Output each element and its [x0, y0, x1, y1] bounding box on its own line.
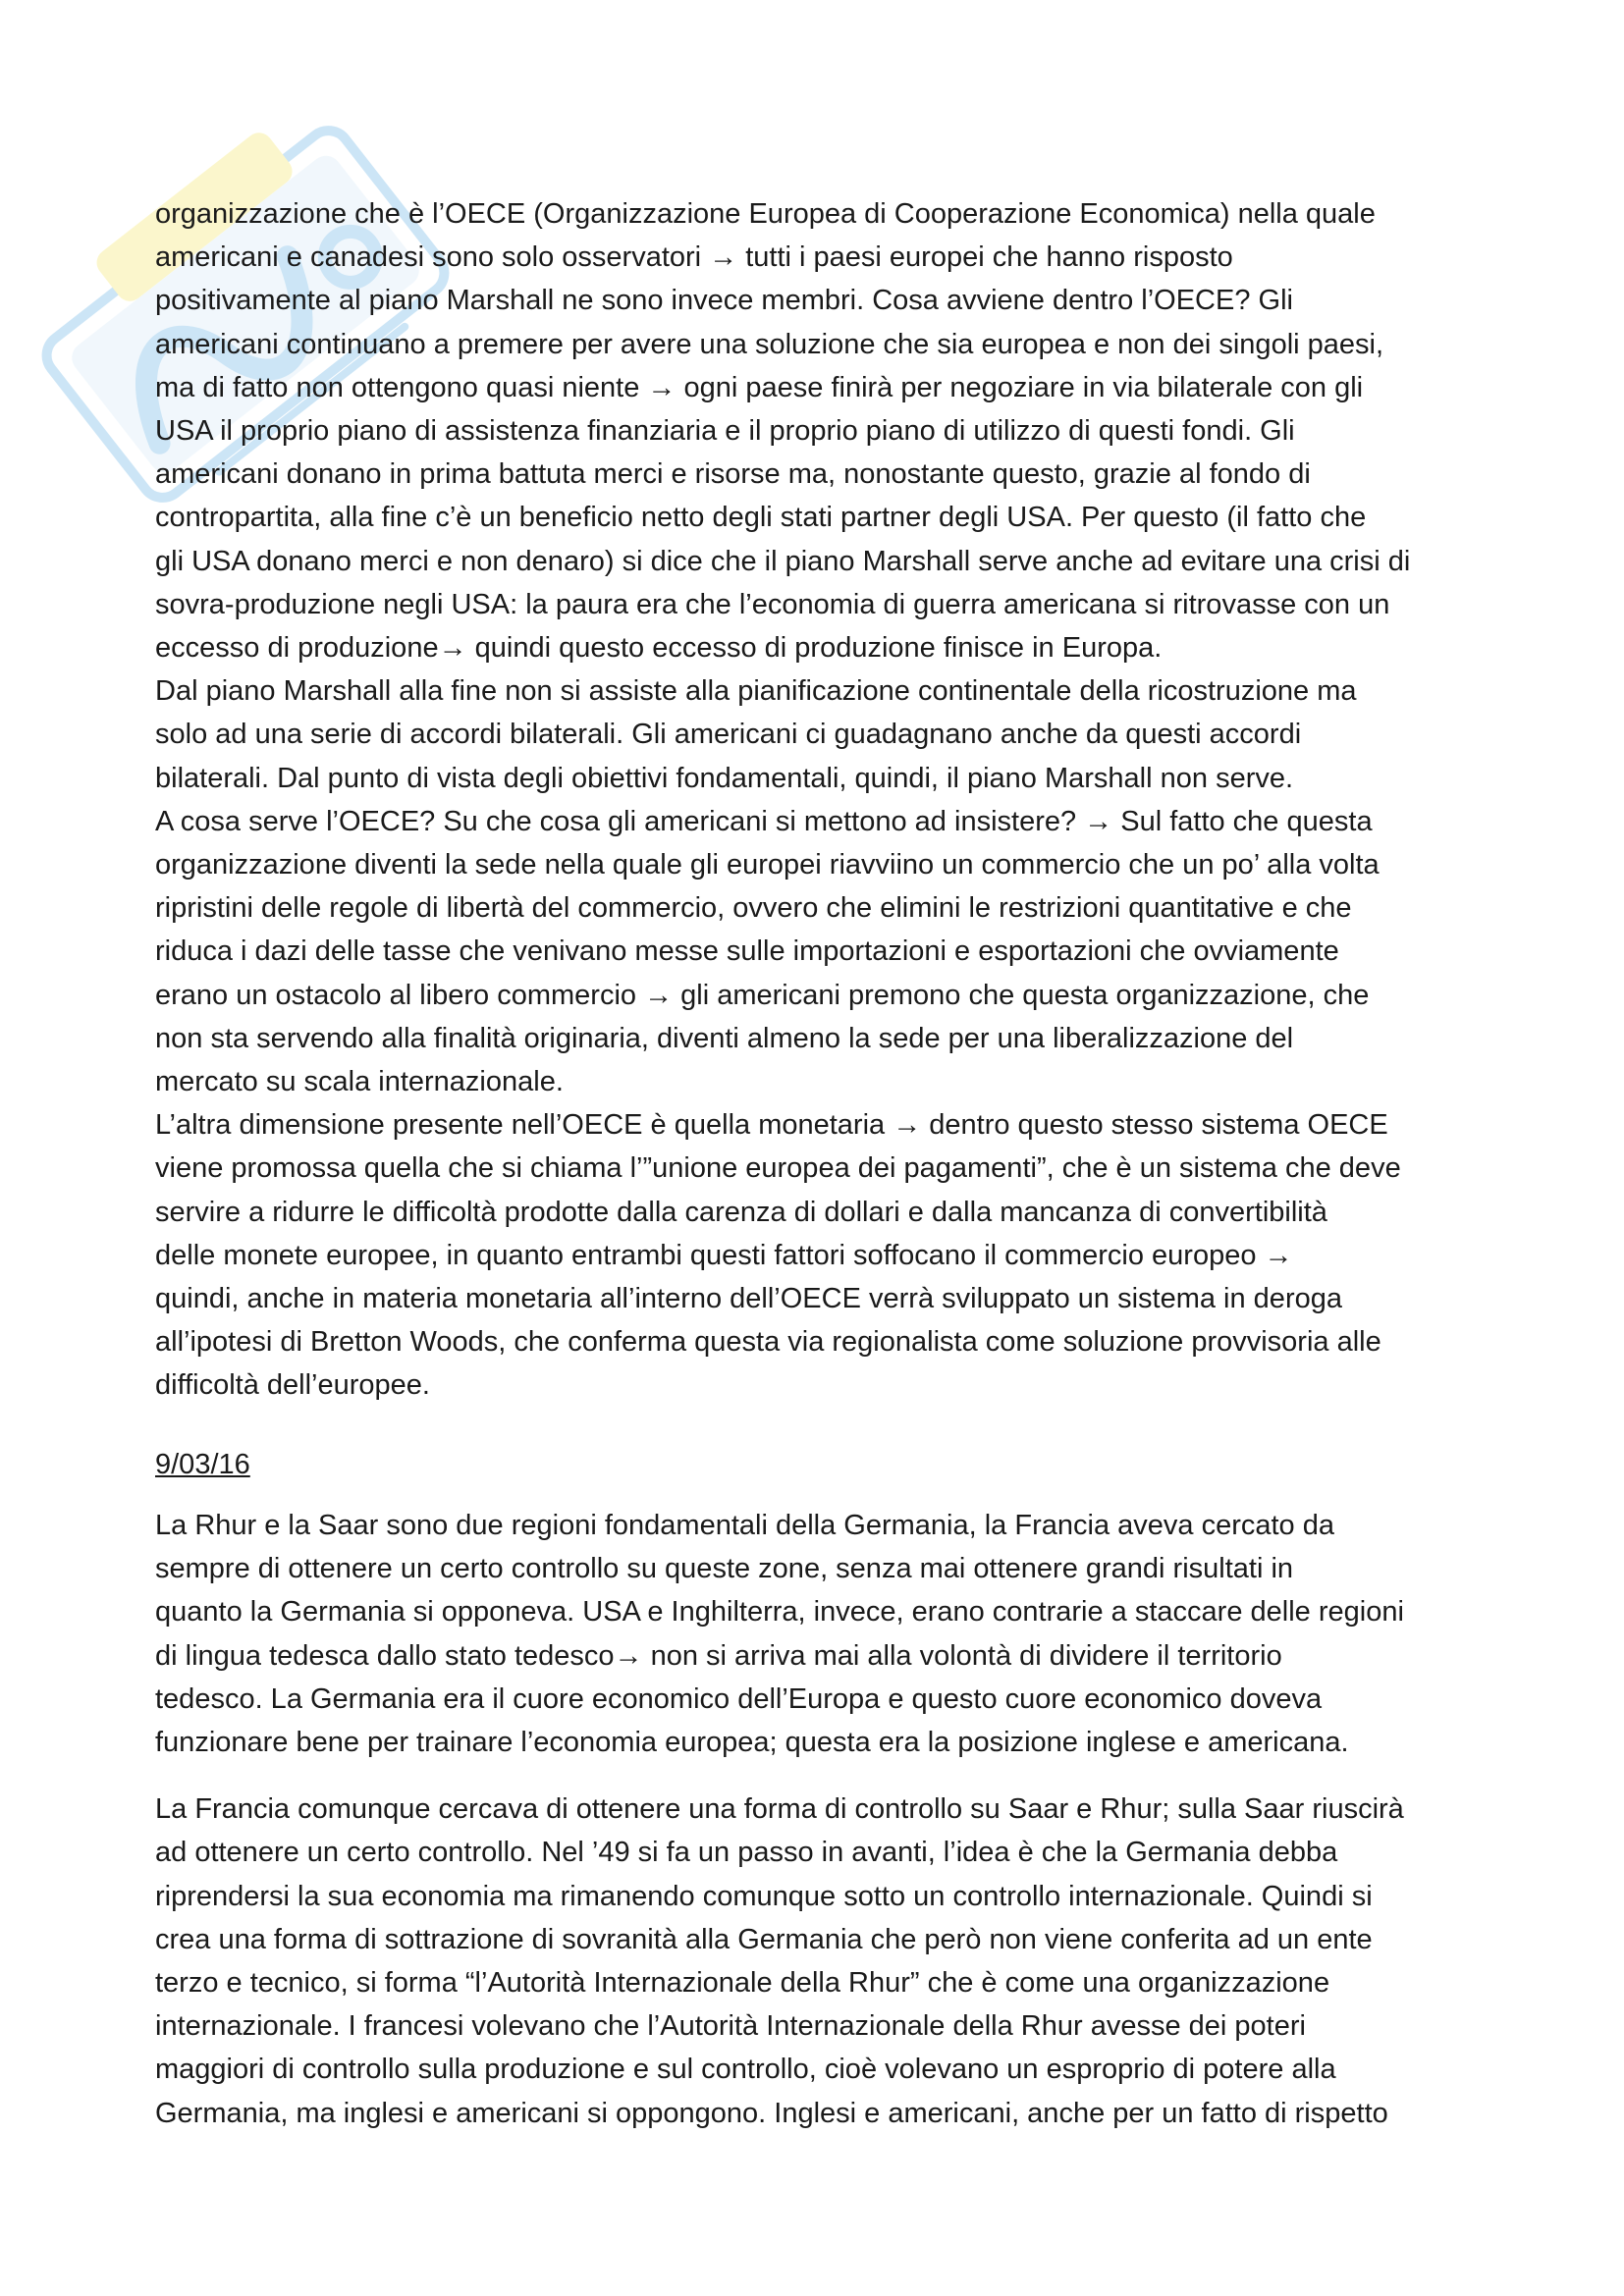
text-line: solo ad una serie di accordi bilaterali. Gli americani ci guadagnano anche da questi accordi [155, 719, 1302, 751]
text-line: Dal piano Marshall alla fine non si assiste alla pianificazione continentale della ricostruzione ma [155, 675, 1357, 708]
text-line: all’ipotesi di Bretton Woods, che conferma questa via regionalista come soluzione provvisoria alle [155, 1326, 1381, 1359]
text-line: tedesco. La Germania era il cuore economico dell’Europa e questo cuore economico doveva [155, 1682, 1323, 1715]
text-line: organizzazione diventi la sede nella quale gli europei riavviino un commercio che un po’ alla volta [155, 849, 1380, 881]
paragraph-francia [155, 1788, 1483, 2135]
text-line: bilaterali. Dal punto di vista degli obiettivi fondamentali, quindi, il piano Marshall non serve. [155, 762, 1294, 794]
text-line: americani e canadesi sono solo osservatori → tutti i paesi europei che hanno risposto [155, 241, 1233, 274]
text-line: maggiori di controllo sulla produzione e sul controllo, cioè volevano un esproprio di potere alla [155, 2054, 1336, 2086]
text-line: delle monete europee, in quanto entrambi questi fattori soffocano il commercio europeo → [155, 1239, 1293, 1271]
text-line: riprendersi la sua economia ma rimanendo comunque sotto un controllo internazionale. Quindi si [155, 1880, 1373, 1912]
text-line: quindi, anche in materia monetaria all’interno dell’OECE verrà sviluppato un sistema in deroga [155, 1283, 1342, 1315]
text-line: A cosa serve l’OECE? Su che cosa gli americani si mettono ad insistere? → Sul fatto che questa [155, 805, 1373, 837]
text-line: americani continuano a premere per avere una soluzione che sia europea e non dei singoli paesi, [155, 328, 1384, 360]
text-line: L’altra dimensione presente nell’OECE è quella monetaria → dentro questo stesso sistema OECE [155, 1109, 1388, 1142]
text-line: eccesso di produzione→ quindi questo eccesso di produzione finisce in Europa. [155, 632, 1163, 665]
text-line: servire a ridurre le difficoltà prodotte dalla carenza di dollari e dalla mancanza di convertibilità [155, 1196, 1327, 1228]
paragraph-rhur-saar [155, 1504, 1483, 1764]
text-line: riduca i dazi delle tasse che venivano messe sulle importazioni e esportazioni che ovviamente [155, 935, 1339, 968]
text-line: sempre di ottenere un certo controllo su queste zone, senza mai ottenere grandi risultati in [155, 1553, 1294, 1585]
text-line: mercato su scala internazionale. [155, 1066, 564, 1098]
text-line: funzionare bene per trainare l’economia europea; questa era la posizione inglese e americana. [155, 1726, 1349, 1758]
text-line: USA il proprio piano di assistenza finanziaria e il proprio piano di utilizzo di questi fondi. Gli [155, 415, 1295, 448]
text-line: contropartita, alla fine c’è un beneficio netto degli stati partner degli USA. Per questo (il fatto che [155, 502, 1367, 534]
text-line: sovra-produzione negli USA: la paura era che l’economia di guerra americana si ritrovasse con un [155, 588, 1390, 620]
text-line: erano un ostacolo al libero commercio → gli americani premono che questa organizzazione, che [155, 979, 1370, 1011]
document-body [155, 192, 1483, 2135]
text-line: di lingua tedesca dallo stato tedesco→ non si arriva mai alla volontà di dividere il territorio [155, 1639, 1282, 1672]
text-line: ripristini delle regole di libertà del commercio, ovvero che elimini le restrizioni quantitative e che [155, 892, 1352, 925]
text-line: gli USA donano merci e non denaro) si dice che il piano Marshall serve anche ad evitare una crisi di [155, 545, 1411, 577]
text-line: organizzazione che è l’OECE (Organizzazione Europea di Cooperazione Economica) nella quale [155, 198, 1376, 230]
text-line: La Rhur e la Saar sono due regioni fondamentali della Germania, la Francia aveva cercato da [155, 1509, 1334, 1541]
text-line: internazionale. I francesi volevano che l’Autorità Internazionale della Rhur avesse dei poteri [155, 2010, 1306, 2043]
text-line: difficoltà dell’europee. [155, 1369, 430, 1402]
text-line: quanto la Germania si opponeva. USA e Inghilterra, invece, erano contrarie a staccare delle regioni [155, 1596, 1404, 1629]
text-line: americani donano in prima battuta merci e risorse ma, nonostante questo, grazie al fondo di [155, 458, 1311, 491]
text-line: ad ottenere un certo controllo. Nel ’49 si fa un passo in avanti, l’idea è che la Germania debba [155, 1837, 1338, 1869]
paragraph-gap [155, 1764, 1483, 1788]
text-line: La Francia comunque cercava di ottenere una forma di controllo su Saar e Rhur; sulla Saar riuscirà [155, 1793, 1404, 1826]
text-line: positivamente al piano Marshall ne sono invece membri. Cosa avviene dentro l’OECE? Gli [155, 285, 1293, 317]
text-line: terzo e tecnico, si forma “l’Autorità Internazionale della Rhur” che è come una organizzazione [155, 1966, 1330, 1999]
paragraph-oece [155, 192, 1483, 1408]
text-line: ma di fatto non ottengono quasi niente → ogni paese finirà per negoziare in via bilaterale con gli [155, 371, 1364, 403]
text-line: Germania, ma inglesi e americani si oppongono. Inglesi e americani, anche per un fatto di rispetto [155, 2097, 1388, 2129]
date-heading: 9/03/16 [155, 1448, 250, 1480]
text-line: non sta servendo alla finalità originaria, diventi almeno la sede per una liberalizzazione del [155, 1022, 1294, 1054]
text-line: viene promossa quella che si chiama l’”unione europea dei pagamenti”, che è un sistema che deve [155, 1152, 1401, 1185]
text-line: crea una forma di sottrazione di sovranità alla Germania che però non viene conferita ad un ente [155, 1923, 1373, 1955]
